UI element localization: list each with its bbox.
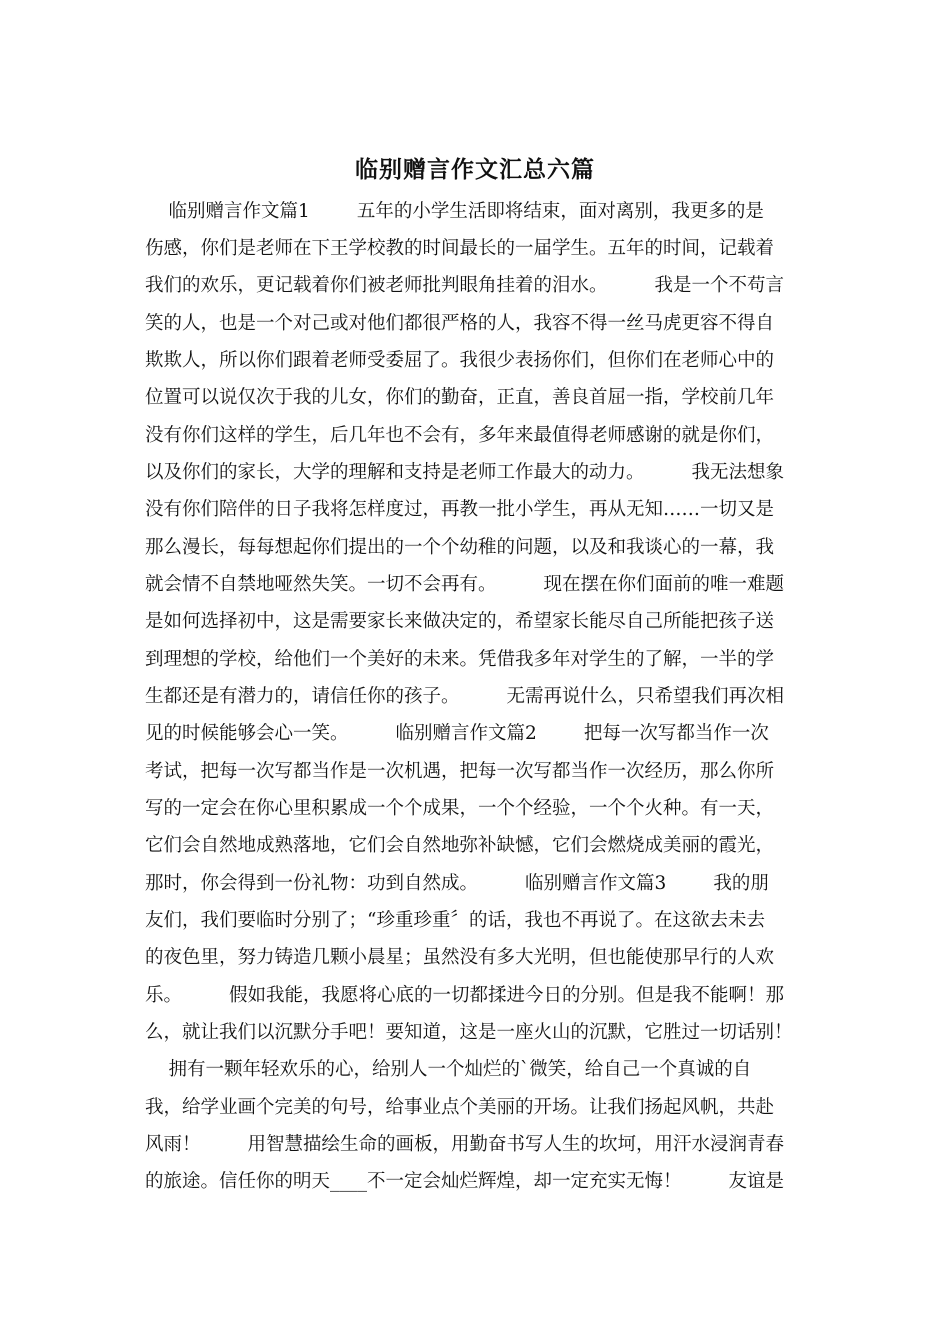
text-line: 是如何选择初中，这是需要家长来做决定的，希望家长能尽自己所能把孩子送 [145, 611, 775, 632]
text-line: 写的一定会在你心里积累成一个个成果，一个个经验，一个个火种。有一天， [145, 798, 775, 819]
text-line: 生都还是有潜力的，请信任你的孩子。 无需再说什么，只希望我们再次相 [145, 686, 785, 707]
text-line: 拥有一颗年轻欢乐的心，给别人一个灿烂的`微笑，给自己一个真诚的自 [145, 1059, 752, 1080]
text-line: 位置可以说仅次于我的儿女，你们的勤奋，正直，善良首屈一指，学校前几年 [145, 387, 775, 408]
text-line: 么，就让我们以沉默分手吧！要知道，这是一座火山的沉默，它胜过一切话别！ [145, 1022, 793, 1043]
text-line: 伤感，你们是老师在下王学校教的时间最长的一届学生。五年的时间，记载着 [145, 238, 775, 259]
text-line: 就会情不自禁地哑然失笑。一切不会再有。 现在摆在你们面前的唯一难题 [145, 574, 785, 595]
text-line: 的旅途。信任你的明天____不一定会灿烂辉煌，却一定充实无悔！ 友谊是 [145, 1171, 785, 1192]
text-line: 友们，我们要临时分别了；“珍重珍重〞的话，我也不再说了。在这欲去未去 [145, 910, 765, 931]
text-line: 那时，你会得到一份礼物：功到自然成。 临别赠言作文篇3 我的朋 [145, 873, 769, 894]
text-line: 它们会自然地成熟落地，它们会自然地弥补缺憾，它们会燃烧成美丽的霞光， [145, 835, 775, 856]
document-title: 临别赠言作文汇总六篇 [355, 156, 595, 183]
text-line: 那么漫长，每每想起你们提出的一个个幼稚的问题，以及和我谈心的一幕，我 [145, 537, 775, 558]
text-line: 见的时候能够会心一笑。 临别赠言作文篇2 把每一次写都当作一次 [145, 723, 769, 744]
text-line: 以及你们的家长，大学的理解和支持是老师工作最大的动力。 我无法想象 [145, 462, 785, 483]
text-line: 考试，把每一次写都当作是一次机遇，把每一次写都当作一次经历，那么你所 [145, 761, 775, 782]
text-line: 乐。 假如我能，我愿将心底的一切都揉进今日的分别。但是我不能啊！那 [145, 985, 785, 1006]
text-line: 的夜色里，努力铸造几颗小晨星；虽然没有多大光明，但也能使那早行的人欢 [145, 947, 775, 968]
text-line: 我，给学业画个完美的句号，给事业点个美丽的开场。让我们扬起风帆，共赴 [145, 1097, 775, 1118]
text-line: 没有你们这样的学生，后几年也不会有，多年来最值得老师感谢的就是你们， [145, 425, 775, 446]
text-line: 临别赠言作文篇1 五年的小学生活即将结束，面对离别，我更多的是 [145, 201, 764, 222]
text-line: 我们的欢乐，更记载着你们被老师批判眼角挂着的泪水。 我是一个不苟言 [145, 275, 785, 296]
text-line: 笑的人，也是一个对己或对他们都很严格的人，我容不得一丝马虎更容不得自 [145, 313, 775, 334]
text-line: 欺欺人，所以你们跟着老师受委屈了。我很少表扬你们，但你们在老师心中的 [145, 350, 775, 371]
text-line: 没有你们陪伴的日子我将怎样度过，再教一批小学生，再从无知……一切又是 [145, 499, 775, 520]
text-line: 到理想的学校，给他们一个美好的未来。凭借我多年对学生的了解，一半的学 [145, 649, 775, 670]
text-line: 风雨！ 用智慧描绘生命的画板，用勤奋书写人生的坎坷，用汗水浸润青春 [145, 1134, 785, 1155]
